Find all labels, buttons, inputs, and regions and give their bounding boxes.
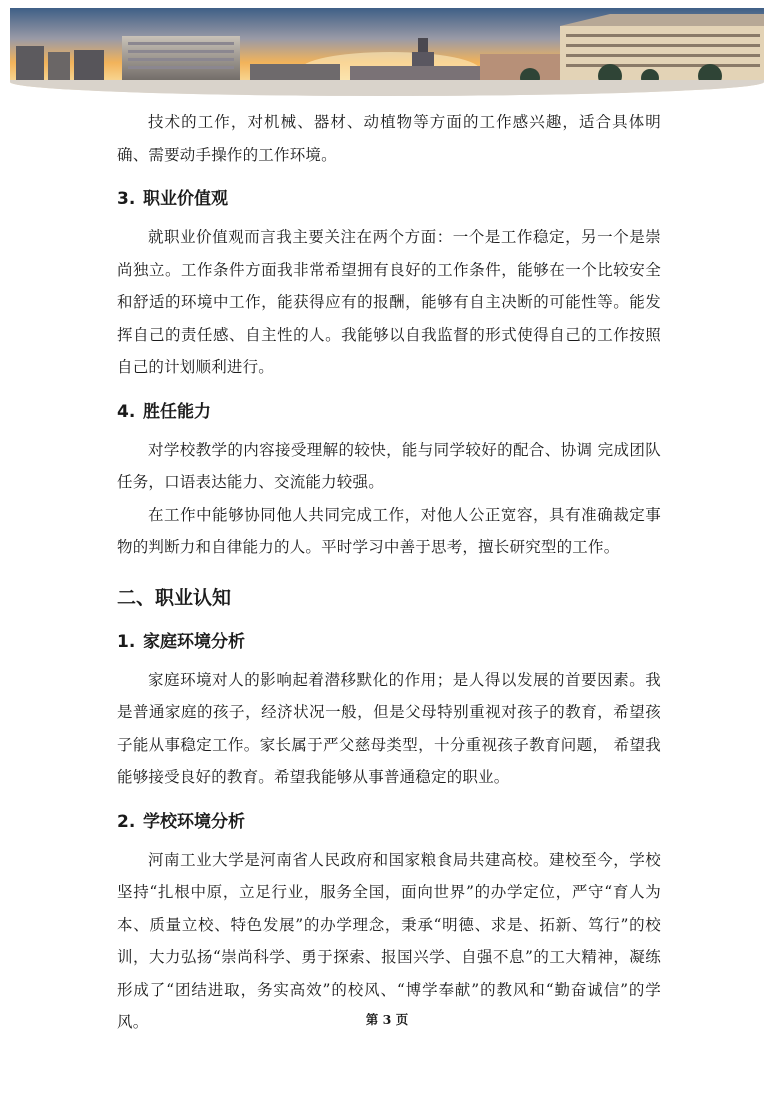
paragraph: 在工作中能够协同他人共同完成工作，对他人公正宽容，具有准确裁定事物的判断力和自律能力的人。平时学习中善于思考，擅长研究型的工作。 <box>117 505 661 556</box>
section-heading <box>117 185 661 213</box>
section-number: 3. <box>117 189 136 209</box>
section-title: 职业价值观 <box>143 189 228 209</box>
paragraph: 对学校教学的内容接受理解的较快，能与同学较好的配合、协调 完成团队任务，口语表达能力、交流能力较强。 <box>117 440 661 491</box>
section-heading <box>117 628 661 656</box>
section-number: 4. <box>117 401 136 422</box>
section-heading <box>117 398 661 426</box>
section-title: 家庭环境分析 <box>143 631 245 652</box>
section-number: 2. <box>117 811 136 832</box>
page-number: 第 3 页 <box>365 1012 409 1027</box>
document-body <box>117 106 661 1039</box>
section-heading <box>117 808 661 836</box>
campus-skyline-photo-icon <box>10 8 764 96</box>
chapter-heading: 二、职业认知 <box>117 586 232 609</box>
section-number: 1. <box>117 631 136 652</box>
paragraph: 技术的工作，对机械、器材、动植物等方面的工作感兴趣，适合具体明确、需要动手操作的工作环境。 <box>117 113 661 164</box>
paragraph: 河南工业大学是河南省人民政府和国家粮食局共建高校。建校至今，学校坚持“扎根中原，立足行业，服务全国，面向世界”的办学定位，严守“育人为本、质量立校、特色发展”的办学理念，秉承“明德、求是、拓新、笃行”的校训，大力弘扬“崇尚科学、勇于探索、报国兴学、自强不息”的工大精神，凝练形成了“团结进取，务实高效”的校风、“博学奉献”的教风和“勤奋诚信”的学风。 <box>117 850 661 1031</box>
section-title: 胜任能力 <box>143 401 211 422</box>
header-banner <box>10 8 764 96</box>
paragraph: 就职业价值观而言我主要关注在两个方面：一个是工作稳定，另一个是崇尚独立。工作条件方面我非常希望拥有良好的工作条件，能够在一个比较安全和舒适的环境中工作，能获得应有的报酬，能够有自主决断的可能性等。能发挥自己的责任感、自主性的人。我能够以自我监督的形式使得自己的工作按照自己的计划顺利进行。 <box>117 228 661 376</box>
section-title: 学校环境分析 <box>143 811 245 832</box>
paragraph: 家庭环境对人的影响起着潜移默化的作用；是人得以发展的首要因素。我是普通家庭的孩子，经济状况一般，但是父母特别重视对孩子的教育，希望孩子能从事稳定工作。家长属于严父慈母类型，十分重视孩子教育问题， 希望我能够接受良好的教育。希望我能够从事普通稳定的职业。 <box>117 670 661 786</box>
